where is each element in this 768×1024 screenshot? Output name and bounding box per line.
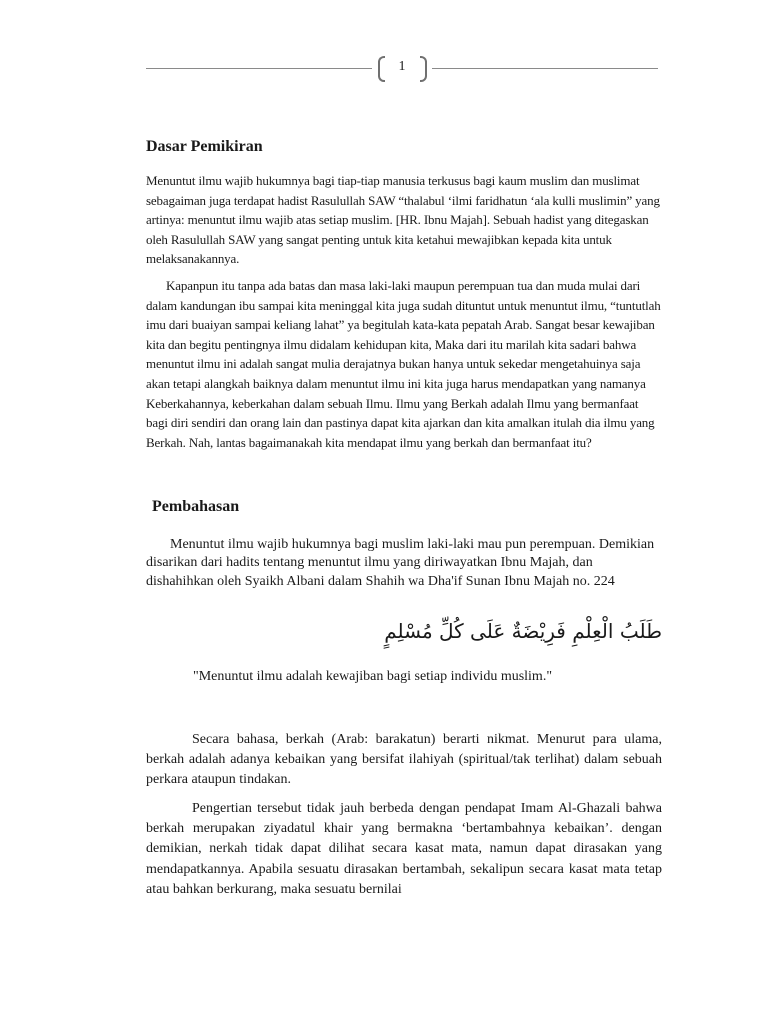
section-title-pembahasan: Pembahasan — [152, 498, 240, 515]
dasar-paragraph-2: Kapanpun itu tanpa ada batas dan masa laki-laki maupun perempuan tua dan muda mulai dari dalam kandungan ibu sampai kita meninggal kita juga sudah dituntut untuk menuntut ilmu, “tuntutlah imu dari buaiyan sampai keliang lahat” ya begitulah kata-kata pepatah Arab. Sangat besar kewajiban kita dan begitu pentingnya ilmu didalam kehidupan kita, Maka dari itu marilah kita sadari bahwa menuntut ilmu ini adalah sangat mulia derajatnya bukan hanya untuk sekedar mengetahuinya saja akan tetapi alangkah baiknya dalam menuntut ilmu ini kita juga harus mendapatkan yang namanya Keberkahannya, keberkahan dalam sebuah Ilmu. Ilmu yang Berkah adalah Ilmu yang bermanfaat bagi diri sendiri dan orang lain dan pastinya dapat kita ajarkan dan kita amalkan itulah dia ilmu yang Berkah. Nah, lantas bagaimanakah kita mendapat ilmu yang berkah dan bermanfaat itu? — [146, 278, 661, 450]
left-bracket-ornament — [378, 56, 385, 82]
pembahasan-paragraph-3: Pengertian tersebut tidak jauh berbeda dengan pendapat Imam Al-Ghazali bahwa berkah merupakan ziyadatul khair yang bermakna ‘bertambahnya kebaikan’. dengan demikian, nerkah tidak dapat dilihat secara kasat mata, namun dapat dirasakan yang mendapatkannya. Apabila sesuatu dirasakan bertambah, sekalipun secara kasat mata tetap atau bahkan berkurang, maka sesuatu bernilai — [146, 801, 662, 897]
pembahasan-paragraph-1: Menuntut ilmu wajib hukumnya bagi muslim laki-laki mau pun perempuan. Demikian disarikan dari hadits tentang menuntut ilmu yang diriwayatkan Ibnu Majah, dan dishahihkan oleh Syaikh Albani dalam Shahih wa Dha'if Sunan Ibnu Majah no. 224 — [146, 537, 655, 589]
pembahasan-paragraph-2: Secara bahasa, berkah (Arab: barakatun) berarti nikmat. Menurut para ulama, berkah adalah adanya kebaikan yang bersifat ilahiyah (spiritual/tak terlihat) dalam sebuah perkara ataupun tindakan. — [146, 732, 662, 788]
header-rule-right — [432, 68, 658, 69]
page-number: 1 — [398, 59, 406, 74]
right-bracket-ornament — [420, 56, 427, 82]
arabic-hadith: طَلَبُ الْعِلْمِ فَرِيْضَةٌ عَلَى كُلِّ مُسْلِمٍ — [384, 619, 662, 643]
dasar-paragraph-1: Menuntut ilmu wajib hukumnya bagi tiap-tiap manusia terkusus bagi kaum muslim dan muslimat sebagaiman juga terdapat hadist Rasulullah SAW “thalabul ‘ilmi faridhatun ‘ala kulli muslimin” yang artinya: menuntut ilmu wajib atas setiap muslim. [HR. Ibnu Majah]. Sebuah hadist yang ditegaskan oleh Rasulullah SAW yang sangat penting untuk kita ketahui mewajibkan kepada kita untuk melaksanakannya. — [146, 173, 660, 267]
header-rule-left — [146, 68, 372, 69]
page-header — [146, 52, 658, 86]
section-title-dasar: Dasar Pemikiran — [146, 138, 263, 155]
hadith-translation-quote: "Menuntut ilmu adalah kewajiban bagi setiap individu muslim." — [193, 669, 553, 684]
